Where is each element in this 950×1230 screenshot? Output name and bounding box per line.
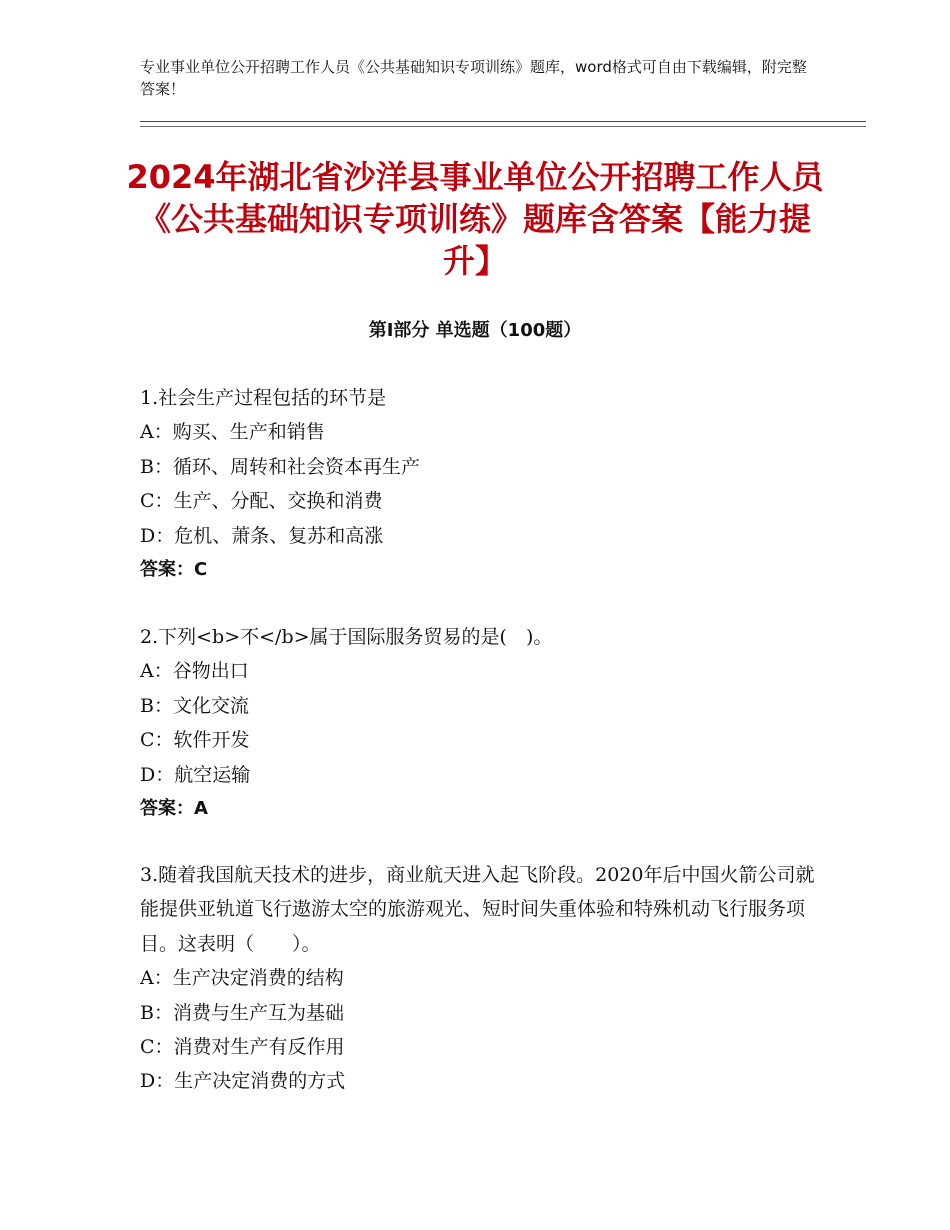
option-c: C：消费对生产有反作用 [140,1036,345,1059]
option-b: B：循环、周转和社会资本再生产 [140,455,420,478]
question-stem: 2.下列<b>不</b>属于国际服务贸易的是( )。 [140,626,553,648]
header-divider-thick [140,121,866,122]
document-title: 2024年湖北省沙洋县事业单位公开招聘工作人员《公共基础知识专项训练》题库含答案【能力提升】 [126,158,824,280]
option-b: B：文化交流 [140,694,249,717]
option-d: D：生产决定消费的方式 [140,1070,346,1093]
option-a: A：谷物出口 [140,660,249,683]
option-a: A：购买、生产和销售 [140,421,325,444]
option-b: B：消费与生产互为基础 [140,1001,344,1024]
question-1 [140,381,820,587]
question-stem: 1.社会生产过程包括的环节是 [140,387,387,409]
option-c: C：软件开发 [140,729,250,752]
option-c: C：生产、分配、交换和消费 [140,490,383,513]
header-divider-thin [140,126,866,127]
question-2 [140,620,820,826]
answer-key: 答案：A [140,798,208,820]
answer-key: 答案：C [140,559,208,581]
question-stem: 3.随着我国航天技术的进步，商业航天进入起飞阶段。2020年后中国火箭公司就能提供亚轨道飞行遨游太空的旅游观光、短时间失重体验和特殊机动飞行服务项目。这表明（ ）。 [140,864,815,955]
page-header-note: 专业事业单位公开招聘工作人员《公共基础知识专项训练》题库，word格式可自由下载编辑，附完整答案！ [140,58,807,98]
section-heading: 第Ⅰ部分 单选题（100题） [368,320,582,341]
option-d: D：航空运输 [140,763,251,786]
option-a: A：生产决定消费的结构 [140,967,344,990]
question-3 [140,858,820,1099]
option-d: D：危机、萧条、复苏和高涨 [140,524,384,547]
